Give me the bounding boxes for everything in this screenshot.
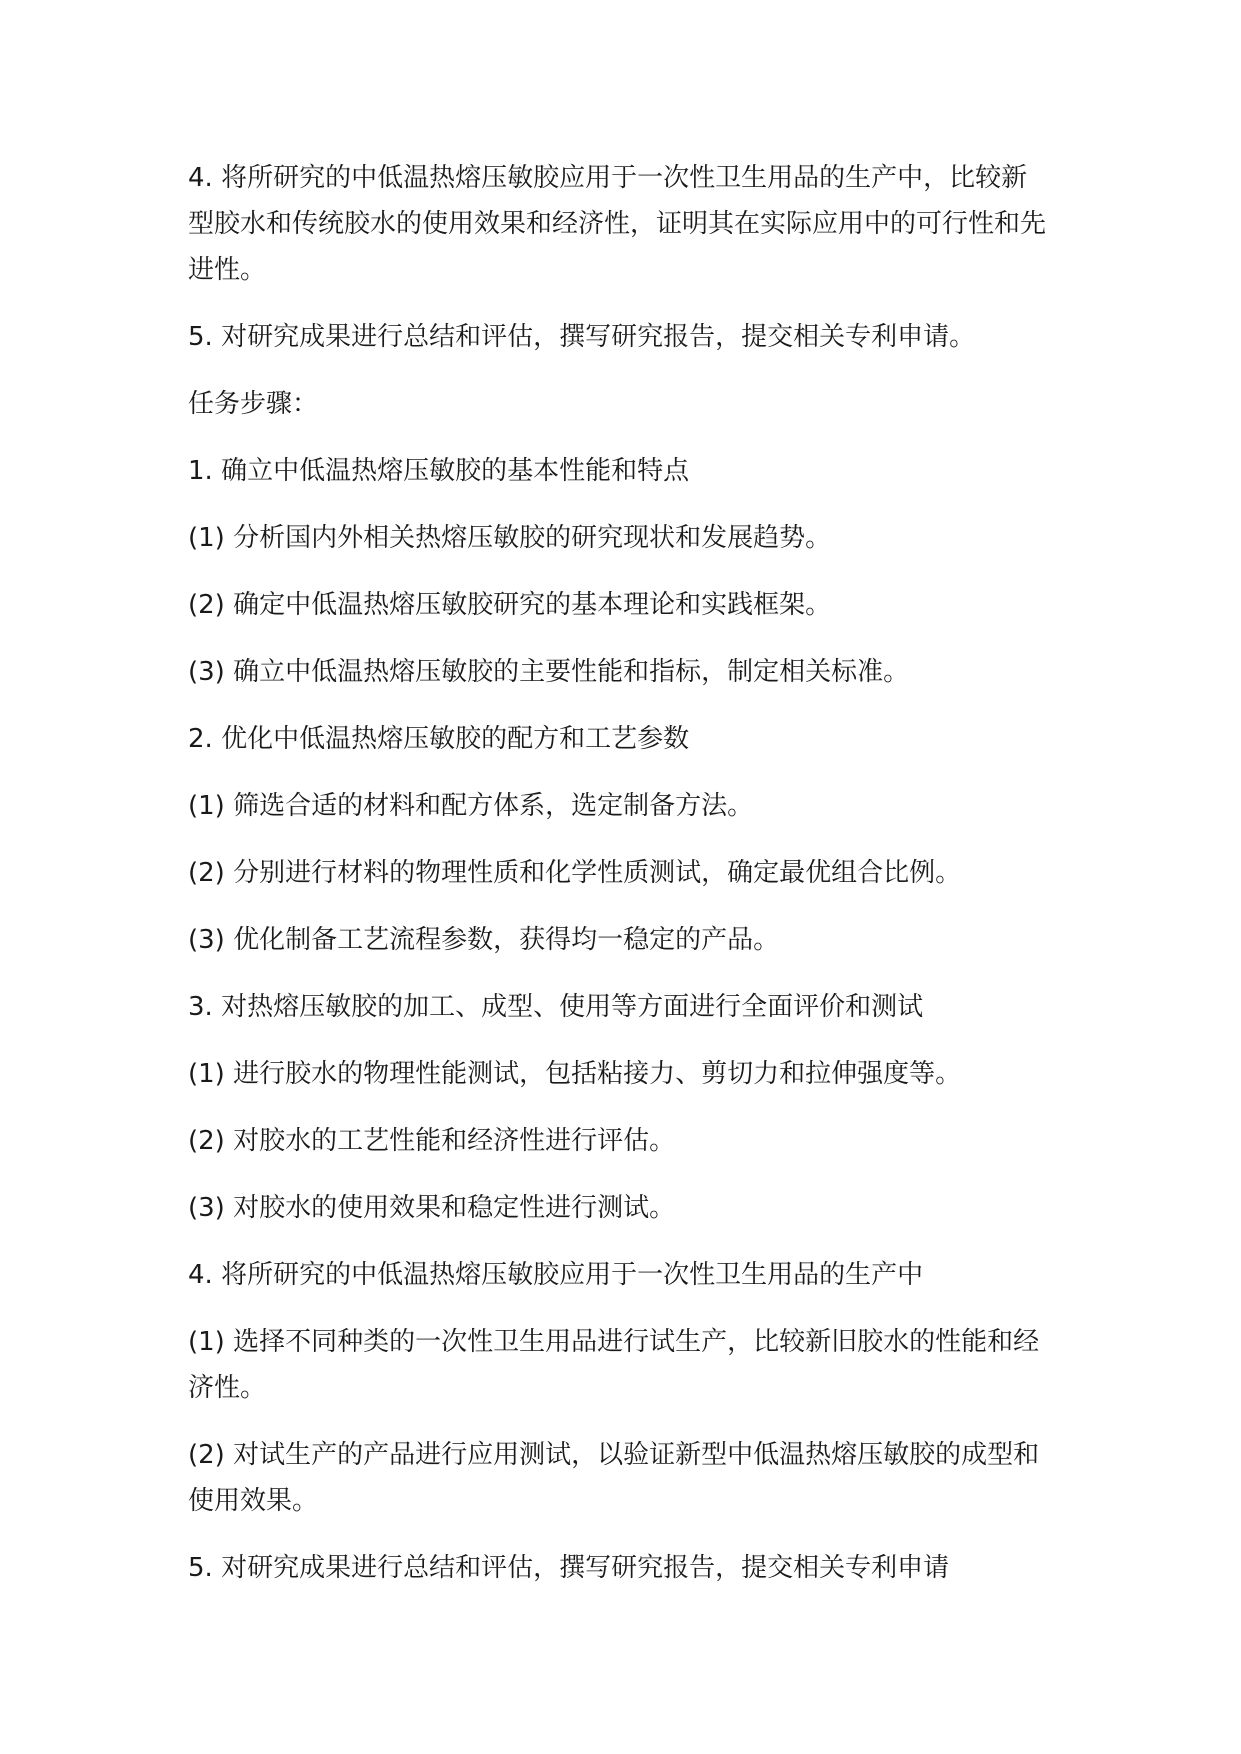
step-2-item-1: (1) 筛选合适的材料和配方体系，选定制备方法。 xyxy=(188,791,754,821)
paragraph-1: 4. 将所研究的中低温热熔压敏胶应用于一次性卫生用品的生产中，比较新型胶水和传统胶水的使用效果和经济性，证明其在实际应用中的可行性和先进性。 xyxy=(188,163,1047,285)
step-3-item-3: (3) 对胶水的使用效果和稳定性进行测试。 xyxy=(188,1193,676,1223)
step-3-item-2: (2) 对胶水的工艺性能和经济性进行评估。 xyxy=(188,1126,676,1156)
step-3-heading: 3. 对热熔压敏胶的加工、成型、使用等方面进行全面评价和测试 xyxy=(188,992,924,1022)
step-2-item-2: (2) 分别进行材料的物理性质和化学性质测试，确定最优组合比例。 xyxy=(188,858,962,888)
step-1-item-1: (1) 分析国内外相关热熔压敏胶的研究现状和发展趋势。 xyxy=(188,523,832,553)
step-4-item-1: (1) 选择不同种类的一次性卫生用品进行试生产，比较新旧胶水的性能和经济性。 xyxy=(188,1327,1040,1403)
step-2-heading: 2. 优化中低温热熔压敏胶的配方和工艺参数 xyxy=(188,724,690,754)
step-4-heading: 4. 将所研究的中低温热熔压敏胶应用于一次性卫生用品的生产中 xyxy=(188,1260,924,1290)
step-4-item-2: (2) 对试生产的产品进行应用测试，以验证新型中低温热熔压敏胶的成型和使用效果。 xyxy=(188,1440,1040,1516)
step-5-heading: 5. 对研究成果进行总结和评估，撰写研究报告，提交相关专利申请 xyxy=(188,1553,950,1583)
paragraph-2: 5. 对研究成果进行总结和评估，撰写研究报告，提交相关专利申请。 xyxy=(188,322,976,352)
step-2-item-3: (3) 优化制备工艺流程参数，获得均一稳定的产品。 xyxy=(188,925,780,955)
step-1-heading: 1. 确立中低温热熔压敏胶的基本性能和特点 xyxy=(188,456,690,486)
step-1-item-3: (3) 确立中低温热熔压敏胶的主要性能和指标，制定相关标准。 xyxy=(188,657,910,687)
document-body xyxy=(188,155,1053,1612)
step-1-item-2: (2) 确定中低温热熔压敏胶研究的基本理论和实践框架。 xyxy=(188,590,832,620)
step-3-item-1: (1) 进行胶水的物理性能测试，包括粘接力、剪切力和拉伸强度等。 xyxy=(188,1059,962,1089)
section-heading-task-steps: 任务步骤： xyxy=(188,389,319,419)
